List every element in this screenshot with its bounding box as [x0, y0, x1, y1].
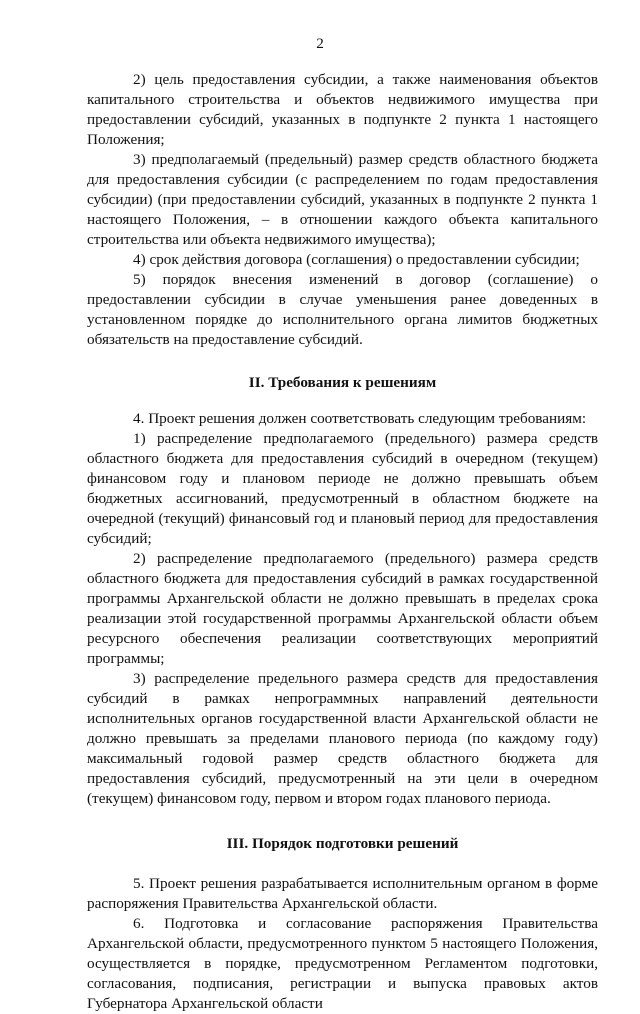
paragraph-item-5: 5) порядок внесения изменений в договор (соглашение) о предоставлении субсидии в случае уменьшения ранее доведенных в установленном порядке до исполнительного органа лимитов бюджетных обязательств на предоставление субсидий. [87, 271, 598, 348]
paragraph-4-item-3: 3) распределение предельного размера средств для предоставления субсидий в рамках непрограммных направлений деятельности исполнительных органов государственной власти Архангельской области не должно превышать за пределами планового периода (по каждому году) максимальный годовой размер средств областного бюджета для предоставления субсидий, предусмотренный на эти цели в очередном (текущем) финансовом году, первом и втором годах планового периода. [87, 670, 598, 807]
document-body [87, 70, 598, 1014]
paragraph-item-3: 3) предполагаемый (предельный) размер средств областного бюджета для предоставления субсидии (с распределением по годам предоставления субсидии) (при предоставлении субсидий, указанных в подпункте 2 пункта 1 настоящего Положения, – в отношении каждого объекта капитального строительства или объекта недвижимого имущества); [87, 151, 598, 248]
paragraph-5: 5. Проект решения разрабатывается исполнительным органом в форме распоряжения Правительства Архангельской области. [87, 875, 598, 912]
section-heading-3: III. Порядок подготовки решений [226, 835, 459, 852]
paragraph-item-4: 4) срок действия договора (соглашения) о предоставлении субсидии; [133, 251, 580, 268]
paragraph-item-2: 2) цель предоставления субсидии, а также наименования объектов капитального строительства и объектов недвижимого имущества при предоставлении субсидий, указанных в подпункте 2 пункта 1 настоящего Положения; [87, 71, 598, 148]
paragraph-6: 6. Подготовка и согласование распоряжения Правительства Архангельской области, предусмотренного пунктом 5 настоящего Положения, осуществляется в порядке, предусмотренном Регламентом подготовки, согласования, подписания, регистрации и выпуска правовых актов Губернатора Архангельской области [87, 915, 598, 1012]
paragraph-4-item-2: 2) распределение предполагаемого (предельного) размера средств областного бюджета для предоставления субсидий в рамках государственной программы Архангельской области не должно превышать в пределах срока реализации этой государственной программы Архангельской области объем ресурсного обеспечения реализации соответствующих мероприятий программы; [87, 550, 598, 667]
paragraph-4-item-1: 1) распределение предполагаемого (предельного) размера средств областного бюджета для предоставления субсидий в очередном (текущем) финансовом году и плановом периоде не должно превышать объем бюджетных ассигнований, предусмотренный в областном бюджете на очередной (текущий) финансовый год и плановый период для предоставления субсидий; [87, 430, 598, 547]
paragraph-4: 4. Проект решения должен соответствовать следующим требованиям: [133, 410, 587, 427]
section-heading-2: II. Требования к решениям [248, 374, 437, 391]
page-number: 2 [316, 35, 324, 52]
